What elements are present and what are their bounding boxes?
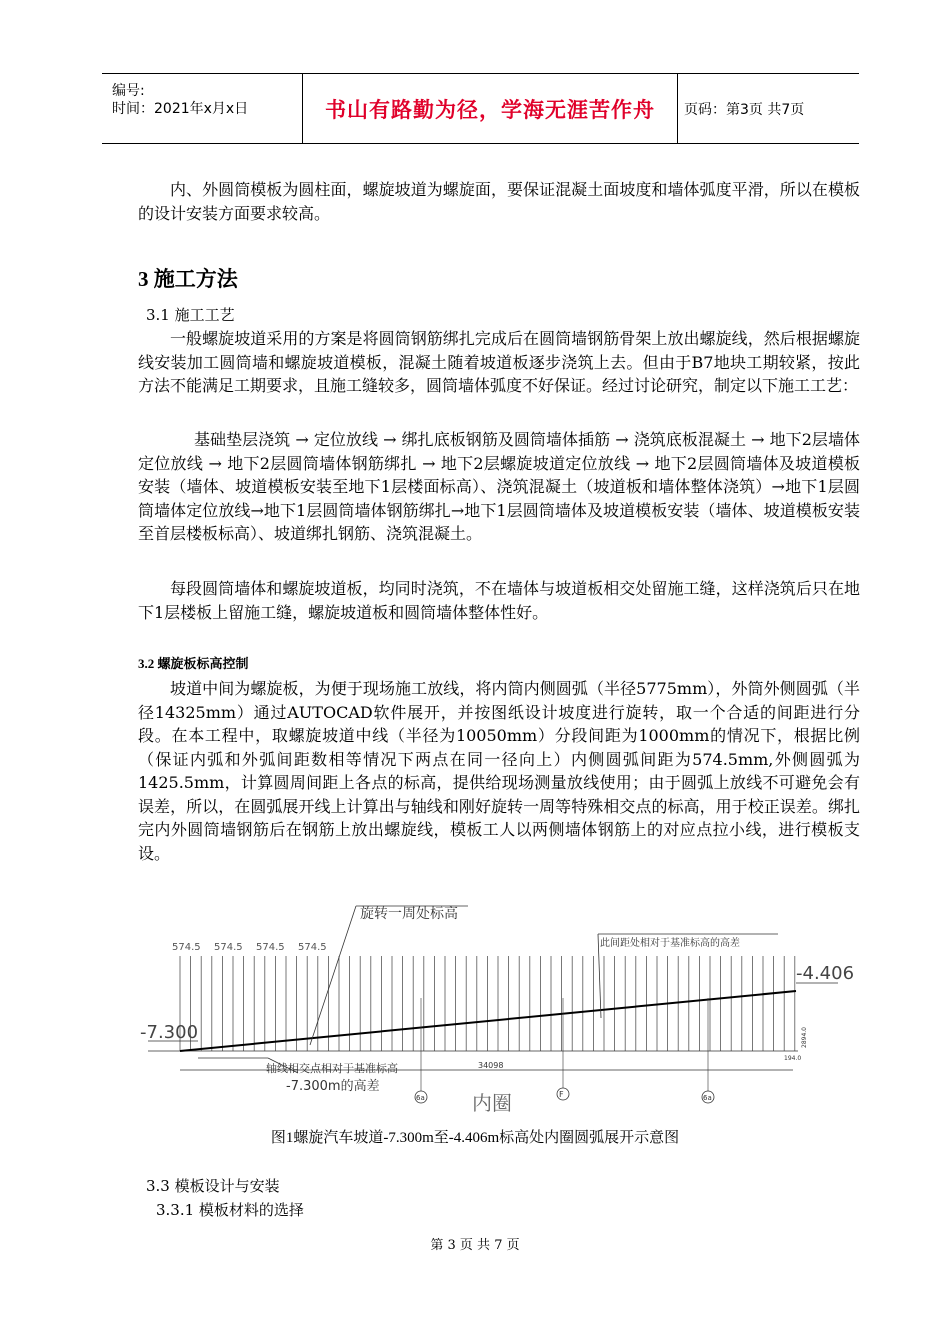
ramp-slope-line [180,991,796,1051]
section-3-2-paragraph: 坡道中间为螺旋板，为便于现场施工放线，将内筒内侧圆弧（半径5775mm），外筒外侧圆弧（半径14325mm）通过AUTOCAD软件展开，并按图纸设计坡度进行旋转，取一个合适的间距进行分段。在本工程中，取螺旋坡道中线（半径为10050mm）分段间距为1000mm的情况下，根据比例（保证内弧和外弧间距数相等情况下两点在同一径向上）内侧圆弧间距为574.5mm,外侧圆弧为1425.5mm，计算圆周间距上各点的标高，提供给现场测量放线使用；由于圆弧上放线不可避免会有误差，所以，在圆弧展开线上计算出与轴线和刚好旋转一周等特殊相交点的标高，用于校正误差。绑扎完内外圆筒墙钢筋后在钢筋上放出螺旋线，模板工人以两侧墙体钢筋上的对应点拉小线，进行模板支设。 [138,679,860,863]
document-header [102,73,859,144]
section-3-3-heading: 3.3 模板设计与安装 [146,1177,280,1195]
length-label: 34098 [478,1061,504,1070]
section-3-3-1-heading: 3.3.1 模板材料的选择 [156,1201,304,1219]
figure-caption: 图1螺旋汽车坡道-7.300m至-4.406m标高处内圈圆弧展开示意图 [270,1130,680,1146]
axis-text-3: 6a [703,1094,712,1102]
small-value-1: 2894.0 [801,1027,808,1048]
section-3-1-process-flow: 基础垫层浇筑 → 定位放线 → 绑扎底板钢筋及圆筒墙体插筋 → 浇筑底板混凝土 → 地下2层墙体定位放线 → 地下2层圆筒墙体钢筋绑扎 → 地下2层螺旋坡道定位放线 → 地下2层圆筒墙体及坡道模板安装（墙体、坡道模板安装至地下1层楼面标高）、浇筑混凝土（坡道板和墙体整体浇筑）→地下1层圆筒墙体定位放线→地下1层圆筒墙体钢筋绑扎→地下1层圆筒墙体及坡道模板安装（墙体、坡道模板安装至首层楼板标高）、坡道绑扎钢筋、浇筑混凝土。 [138,430,860,543]
header-motto: 书山有路勤为径，学海无涯苦作舟 [303,74,678,143]
elevation-left: -7.300 [140,1022,199,1043]
axis-text-1: 6a [416,1094,425,1102]
grid-vertical-lines [180,956,795,1051]
axis-label-1: 轴线相交点相对于基准标高 [266,1062,398,1075]
time-label: 时间：2021年x月x日 [112,101,249,117]
spacing-label-2: 574.5 [214,942,243,953]
spiral-ramp-diagram [138,898,860,1123]
section-3-1-heading: 3.1 施工工艺 [146,306,235,324]
header-meta-cell [102,74,303,143]
leader-top [310,906,356,1045]
inner-ring-label: 内圈 [472,1091,512,1115]
section-3-2-heading: 3.2 螺旋板标高控制 [138,656,249,671]
intro-paragraph: 内、外圆筒模板为圆柱面，螺旋坡道为螺旋面，要保证混凝土面坡度和墙体弧度平滑，所以在模板的设计安装方面要求较高。 [138,180,860,223]
axis-text-2: F [559,1090,564,1099]
page-footer: 第 3 页 共 7 页 [430,1238,520,1253]
spacing-label-3: 574.5 [256,942,285,953]
header-page-label: 页码：第3页 共7页 [684,101,805,118]
axis-label-2: -7.300m的高差 [286,1079,380,1094]
small-value-2: 194.0 [784,1055,802,1062]
spacing-label-4: 574.5 [298,942,327,953]
section-3-1-paragraph-3: 每段圆筒墙体和螺旋坡道板，均同时浇筑，不在墙体与坡道板相交处留施工缝，这样浇筑后只在地下1层楼板上留施工缝，螺旋坡道板和圆筒墙体整体性好。 [138,579,860,622]
section-3-1-paragraph-1: 一般螺旋坡道采用的方案是将圆筒钢筋绑扎完成后在圆筒墙钢筋骨架上放出螺旋线，然后根据螺旋线安装加工圆筒墙和螺旋坡道模板，混凝土随着坡道板逐步浇筑上去。但由于B7地块工期较紧，按此方法不能满足工期要求，且施工缝较多，圆筒墙体弧度不好保证。经过讨论研究，制定以下施工工艺： [138,329,860,395]
number-label: 编号: [112,83,145,99]
label-right: 此间距处相对于基准标高的高差 [600,938,740,949]
section-3-heading: 3 施工方法 [138,267,238,291]
elevation-right: -4.406 [796,963,855,984]
label-top: 旋转一周处标高 [360,906,458,922]
spacing-label-1: 574.5 [172,942,201,953]
diagram-svg [138,898,860,1123]
